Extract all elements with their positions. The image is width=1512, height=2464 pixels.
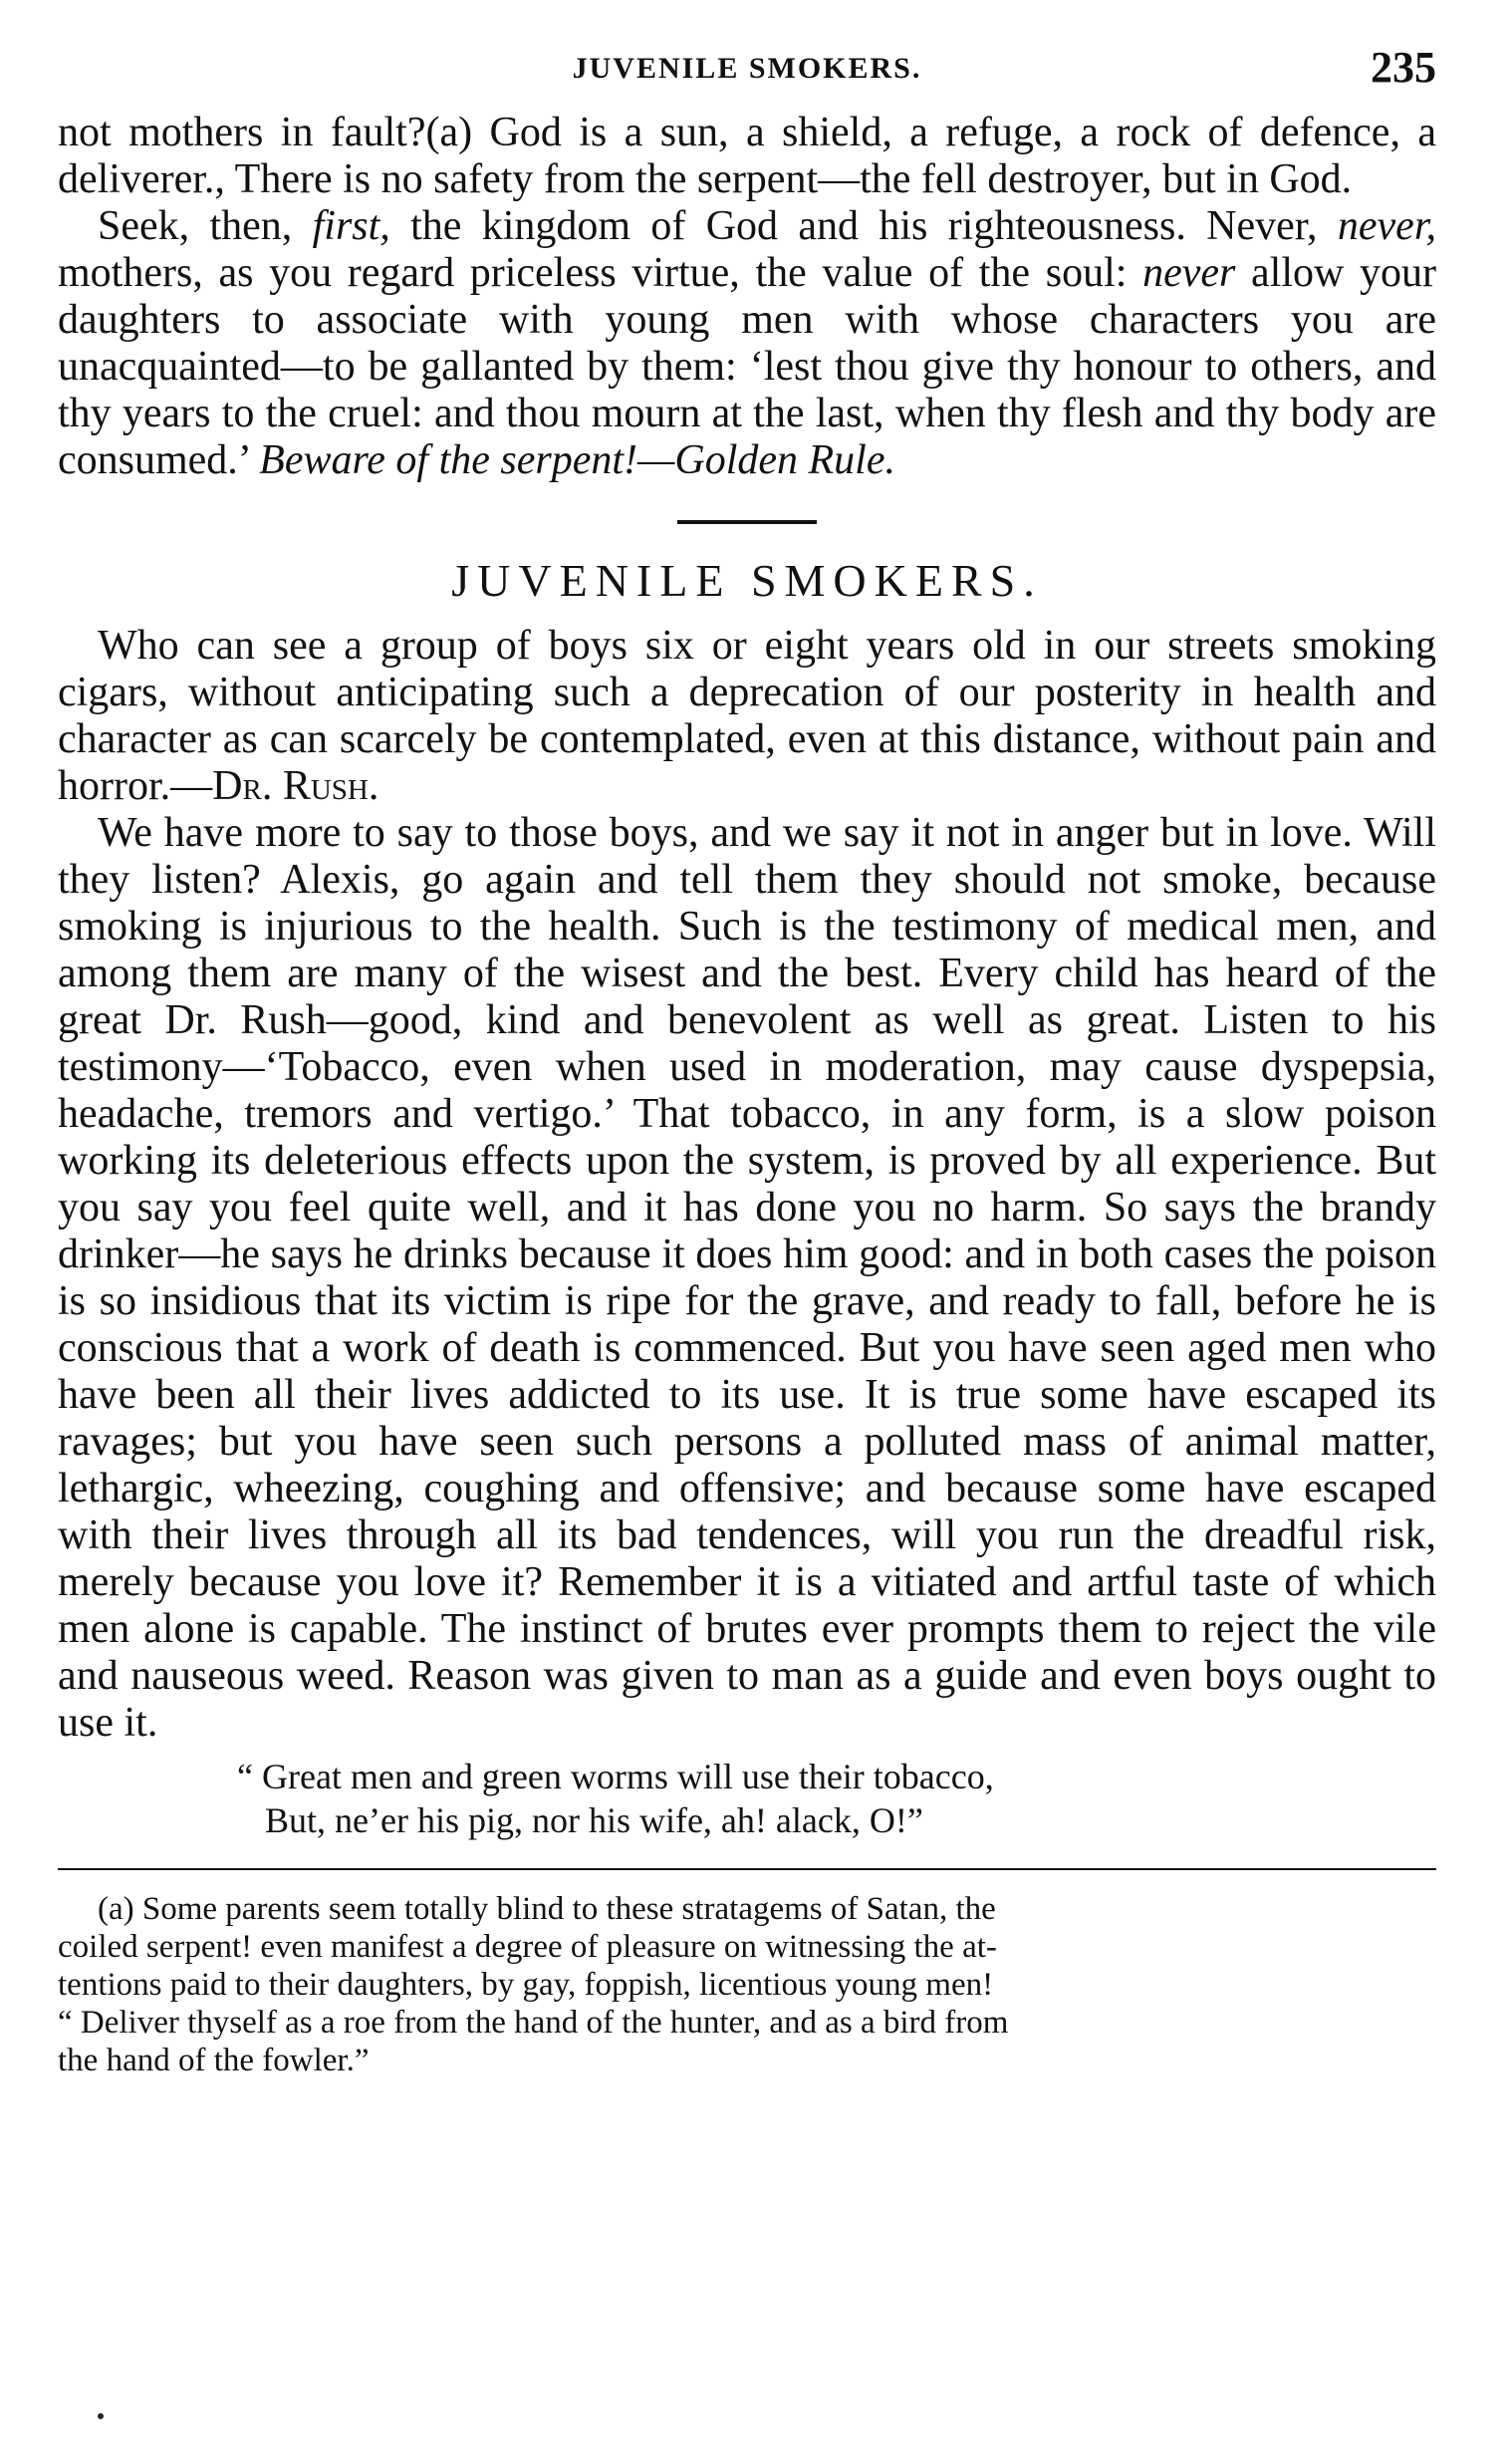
text-run: the kingdom of God and his righteousness. Never, [389, 203, 1338, 249]
article-paragraph-1 [58, 623, 1436, 810]
text-run: allow your daughters to associate with young men with whose characters you are unacquainted—to be gallanted by them: ‘lest thou give thy honour to others, and thy years to the cruel: and thou mourn at the last, when thy flesh and thy body are consumed.’ [58, 250, 1436, 483]
footnote-line-1: (a) Some parents seem totally blind to these stratagems of Satan, the [98, 1891, 996, 1927]
source-attribution: Beware of the serpent!—Golden Rule. [259, 437, 895, 483]
text-run: Seek, then, [98, 203, 313, 249]
footnote-line-4: “ Deliver thyself as a roe from the hand of the hunter, and as a bird from [58, 2005, 1009, 2041]
previous-article-text [58, 110, 1436, 484]
text-run: mothers, as you regard priceless virtue, the value of the soul: [58, 250, 1143, 296]
footnote [58, 1890, 1436, 2079]
page-number: 235 [1371, 43, 1436, 92]
footnote-divider [58, 1868, 1436, 1870]
previous-paragraph-2 [58, 203, 1436, 484]
footnote-line-3: tentions paid to their daughters, by gay, foppish, licentious young men! [58, 1967, 994, 2003]
article-text [58, 623, 1436, 1747]
section-divider [677, 520, 817, 524]
emphasis-never: never, [1337, 203, 1437, 249]
text-run: Who can see a group of boys six or eight years old in our streets smoking cigars, without anticipating such a deprecation of our posterity in health and character as can scarcely be contemplated, even at this distance, without pain and horror.— [58, 623, 1436, 809]
verse-line-1: “ Great men and green worms will use their tobacco, [237, 1757, 994, 1796]
article-heading: JUVENILE SMOKERS. [451, 555, 1043, 606]
running-title: JUVENILE SMOKERS. [572, 52, 922, 85]
emphasis-first: first, [312, 203, 390, 249]
emphasis-never-2: never [1142, 250, 1236, 296]
author-attribution: Dr. Rush. [212, 763, 379, 809]
footnote-line-2: coiled serpent! even manifest a degree of pleasure on witnessing the at- [58, 1929, 997, 1965]
book-page [58, 40, 1436, 2431]
scan-speck [98, 2413, 104, 2419]
footnote-line-5: the hand of the fowler.” [58, 2043, 370, 2078]
verse-line-2: But, ne’er his pig, nor his wife, ah! alack, O!” [265, 1800, 923, 1840]
previous-paragraph-1: not mothers in fault?(a) God is a sun, a shield, a refuge, a rock of defence, a deliverer., There is no safety from the serpent—the fell destroyer, but in God. [58, 110, 1436, 202]
article-paragraph-2: We have more to say to those boys, and we say it not in anger but in love. Will they listen? Alexis, go again and tell them they should not smoke, because smoking is injurious to the health. Such is the testimony of medical men, and among them are many of the wisest and the best. Every child has heard of the great Dr. Rush—good, kind and benevolent as well as great. Listen to his testimony—‘Tobacco, even when used in moderation, may cause dyspepsia, headache, tremors and vertigo.’ That tobacco, in any form, is a slow poison working its deleterious effects upon the system, is proved by all experience. But you say you feel quite well, and it has done you no harm. So says the brandy drinker—he says he drinks because it does him good: and in both cases the poison is so insidious that its victim is ripe for the grave, and ready to fall, before he is conscious that a work of death is commenced. But you have seen aged men who have been all their lives addicted to its use. It is true some have escaped its ravages; but you have seen such persons a polluted mass of animal matter, lethargic, wheezing, coughing and offensive; and because some have escaped with their lives through all its bad tendences, will you run the dreadful risk, merely because you love it? Remember it is a vitiated and artful taste of which men alone is capable. The instinct of brutes ever prompts them to reject the vile and nauseous weed. Reason was given to man as a guide and even boys ought to use it. [58, 810, 1436, 1746]
running-head [58, 40, 1436, 110]
verse-quote [237, 1755, 1436, 1842]
